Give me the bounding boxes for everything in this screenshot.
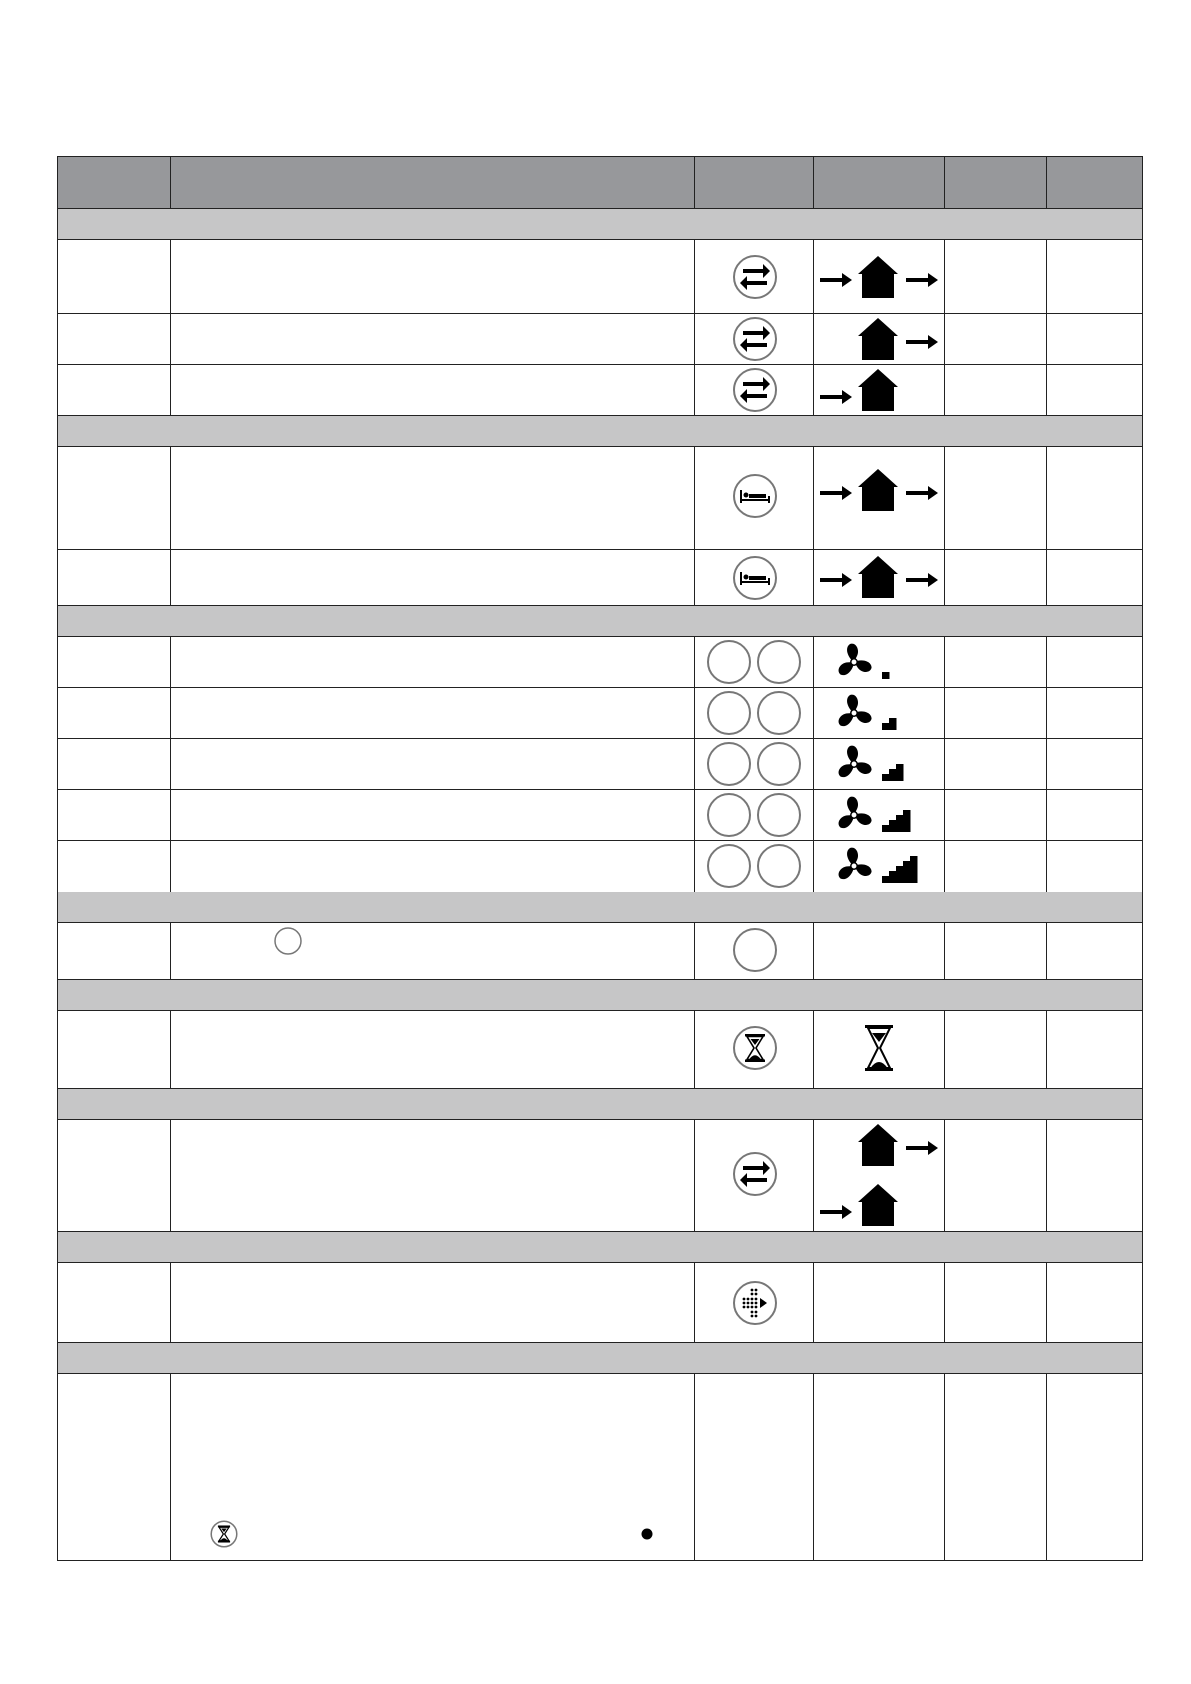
table-cell [171,637,695,687]
section-row [58,209,1142,240]
table-cell [1047,240,1144,313]
cell-text [171,917,183,945]
cell-text [171,631,183,659]
cell-text [945,1114,957,1142]
cell-text [1047,1257,1059,1285]
table-cell [1047,550,1144,605]
cell-text [945,917,957,945]
table-cell [695,1374,814,1560]
header-cell [695,157,814,208]
table-cell [58,841,171,892]
table-cell [945,447,1047,549]
table-row [58,1374,1142,1560]
cell-text [171,1368,183,1396]
fan-speed-rows [58,637,1142,892]
double-circle-button-icon [706,792,802,838]
house-in-out-icon [818,254,940,300]
filter-button-icon [732,1280,778,1326]
cell-text [58,441,70,469]
table-cell [171,365,695,415]
section-row [58,606,1142,637]
table-row [58,688,1142,739]
table-cell [945,923,1047,979]
section-label [58,886,70,914]
table-cell [58,447,171,549]
table-cell [1047,447,1144,549]
table-cell [58,1011,171,1088]
table-cell [945,1120,1047,1231]
cell-text [171,1257,183,1285]
table-cell [58,923,171,979]
header-label [171,151,183,179]
double-circle-button-icon [706,741,802,787]
cell-text [1047,234,1059,262]
bullet-dot-icon [641,1528,653,1540]
table-cell [1047,923,1144,979]
table-cell [1047,637,1144,687]
table-cell [171,841,695,892]
table-cell [1047,365,1144,415]
cell-text [58,1257,70,1285]
hourglass-button-icon [210,1520,238,1548]
section-row [58,892,1142,923]
table-cell [814,1011,945,1088]
table-row [58,240,1142,314]
table-cell [171,1120,695,1231]
section-row [58,416,1142,447]
cell-text [945,544,957,572]
section-label [58,1226,70,1254]
cell-text [171,733,183,761]
table-cell [814,447,945,549]
cell-text [945,784,957,812]
table-row [58,447,1142,550]
header-cell [814,157,945,208]
header-cell [945,157,1047,208]
table-cell [945,1011,1047,1088]
table-cell [695,240,814,313]
circle-button-icon [732,927,778,973]
table-header [58,157,1142,209]
table-cell [1047,790,1144,840]
table-row [58,314,1142,365]
table-cell [171,314,695,364]
table-cell [814,314,945,364]
header-label [945,151,957,179]
cell-text [1047,835,1059,863]
cell-text [58,1368,70,1396]
table-cell [171,240,695,313]
cell-text [58,682,70,710]
table-cell [695,688,814,738]
table-cell [945,790,1047,840]
cell-text [171,682,183,710]
table-cell [1047,1011,1144,1088]
cell-text [58,1005,70,1033]
table-cell [814,637,945,687]
header-label [1047,151,1059,179]
header-cell [171,157,695,208]
section-label [58,1337,70,1365]
hourglass-button-icon [732,1025,778,1071]
table-cell [945,688,1047,738]
cell-text [58,733,70,761]
table-cell [695,841,814,892]
table-cell [1047,1263,1144,1342]
table-cell [695,365,814,415]
house-in-out-icon [818,554,940,600]
cell-text [1047,1114,1059,1142]
fan-speed-4-icon [834,792,934,838]
cell-text [945,234,957,262]
table-cell [814,550,945,605]
header-cell [1047,157,1144,208]
settings-table [57,156,1143,1561]
section-label [58,1083,70,1111]
house-out-icon [818,316,940,362]
table-cell [814,365,945,415]
table-row [58,365,1142,416]
house-in-icon [818,367,940,413]
double-circle-button-icon [706,843,802,889]
table-cell [945,365,1047,415]
cell-text [1047,544,1059,572]
cell-text [58,544,70,572]
cell-text [171,544,183,572]
table-cell [58,550,171,605]
cell-text [171,1114,183,1142]
table-cell [695,790,814,840]
table-cell [58,790,171,840]
table-row [58,637,1142,688]
table-cell [945,314,1047,364]
table-cell [171,923,695,979]
cell-text [171,359,183,387]
cell-text [945,733,957,761]
exchange-icon [732,254,778,300]
hourglass-icon [861,1023,897,1073]
house-in-out-icon [818,467,940,513]
cell-text [1047,308,1059,336]
cell-text [171,1005,183,1033]
table-cell [58,314,171,364]
cell-text [58,1114,70,1142]
table-cell [945,550,1047,605]
table-cell [695,923,814,979]
cell-text [58,308,70,336]
cell-text [1047,1368,1059,1396]
header-cell [58,157,171,208]
table-row [58,790,1142,841]
cell-text [58,835,70,863]
table-cell [695,314,814,364]
house-in-icon [818,1182,940,1228]
table-cell [171,550,695,605]
cell-text [945,359,957,387]
table-cell [814,1374,945,1560]
table-cell [171,447,695,549]
table-cell [695,739,814,789]
table-cell [695,550,814,605]
cell-text [171,308,183,336]
double-circle-button-icon [706,639,802,685]
cell-text [945,441,957,469]
table-cell [58,1374,171,1560]
table-cell [945,841,1047,892]
table-cell [1047,841,1144,892]
table-cell [1047,1120,1144,1231]
cell-text [1047,631,1059,659]
cell-text [58,917,70,945]
cell-text [1047,441,1059,469]
table-cell [171,790,695,840]
cell-text [1047,733,1059,761]
table-cell [695,1263,814,1342]
header-label [695,151,707,179]
house-out-icon [818,1122,940,1168]
table-cell [814,1120,945,1231]
table-row [58,550,1142,606]
cell-text [58,234,70,262]
section-label [58,203,70,231]
table-cell [945,240,1047,313]
table-row [58,841,1142,892]
exchange-icon [732,316,778,362]
table-cell [814,739,945,789]
table-cell [171,688,695,738]
double-circle-button-icon [706,690,802,736]
table-cell [814,1263,945,1342]
fan-speed-5-icon [834,843,934,889]
table-cell [814,240,945,313]
table-cell [1047,688,1144,738]
table-cell [814,923,945,979]
cell-text [945,631,957,659]
cell-text [1047,917,1059,945]
fan-speed-3-icon [834,741,934,787]
fan-speed-2-icon [834,690,934,736]
section-row [58,1343,1142,1374]
table-cell [171,1011,695,1088]
cell-text [171,441,183,469]
table-row [58,1120,1142,1232]
section-row [58,1089,1142,1120]
cell-text [945,835,957,863]
cell-text [945,1257,957,1285]
section-label [58,600,70,628]
header-label [58,151,70,179]
table-cell [695,637,814,687]
table-cell [1047,314,1144,364]
header-label [814,151,826,179]
cell-text [945,308,957,336]
table-cell [814,790,945,840]
cell-text [1047,1005,1059,1033]
exchange-icon [732,367,778,413]
bed-icon [732,473,778,519]
section-label [58,974,70,1002]
table-cell [171,1263,695,1342]
table-cell [945,739,1047,789]
table-cell [814,841,945,892]
table-cell [695,447,814,549]
table-cell [58,688,171,738]
table-cell [171,1374,695,1560]
fan-speed-1-icon [834,639,934,685]
cell-text [1047,784,1059,812]
table-row [58,923,1142,980]
cell-text [945,1368,957,1396]
cell-text [58,784,70,812]
table-cell [58,637,171,687]
bed-icon [732,555,778,601]
table-row [58,1263,1142,1343]
exchange-icon [732,1151,778,1197]
section-row [58,980,1142,1011]
table-cell [1047,1374,1144,1560]
section-label [58,410,70,438]
table-cell [814,688,945,738]
table-cell [58,739,171,789]
table-cell [58,365,171,415]
cell-text [1047,359,1059,387]
cell-text [1047,682,1059,710]
table-cell [58,1263,171,1342]
cell-text [945,682,957,710]
table-row [58,1011,1142,1089]
table-cell [945,1263,1047,1342]
circle-button-icon [273,926,303,956]
cell-text [171,234,183,262]
cell-text [171,784,183,812]
cell-text [58,631,70,659]
table-cell [58,1120,171,1231]
table-cell [171,739,695,789]
section-row [58,1232,1142,1263]
table-cell [695,1011,814,1088]
table-cell [945,637,1047,687]
table-cell [58,240,171,313]
cell-text [58,359,70,387]
table-cell [1047,739,1144,789]
table-cell [695,1120,814,1231]
table-row [58,739,1142,790]
cell-text [171,835,183,863]
table-cell [945,1374,1047,1560]
cell-text [945,1005,957,1033]
